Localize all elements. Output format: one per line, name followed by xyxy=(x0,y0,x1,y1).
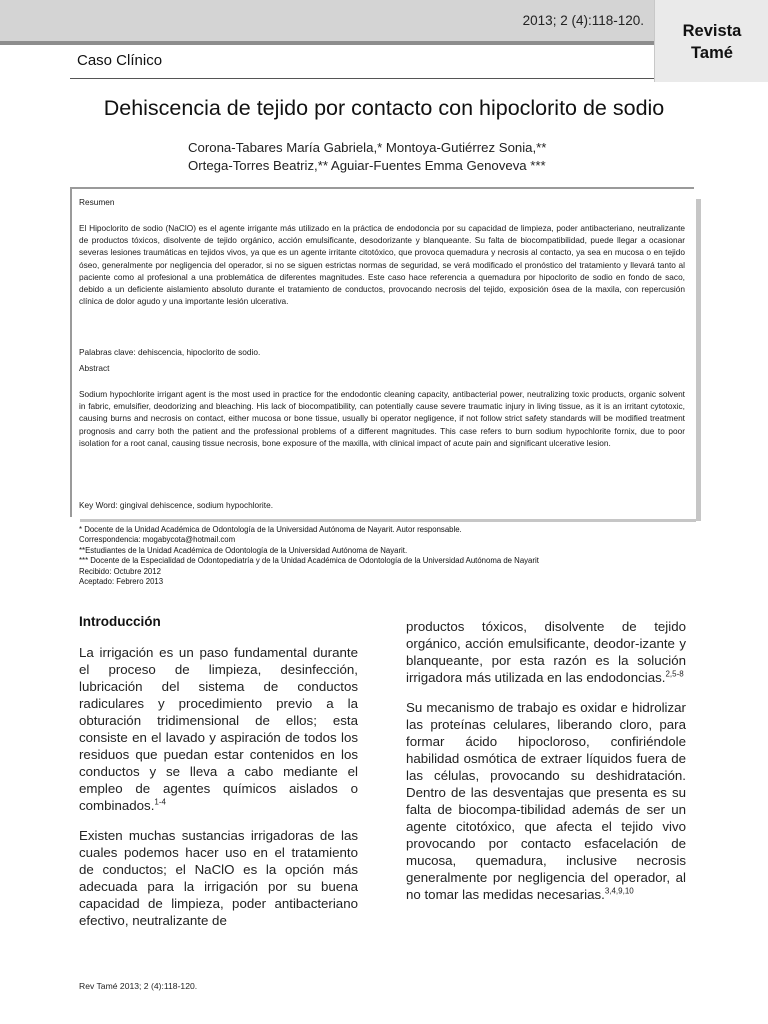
journal-name-line2: Tamé xyxy=(691,44,733,62)
authors-line2: Ortega-Torres Beatriz,** Aguiar-Fuentes Emma Genoveva *** xyxy=(188,158,546,173)
paragraph xyxy=(79,827,358,929)
footnote: * Docente de la Unidad Académica de Odontología de la Universidad Autónoma de Nayarit. Autor responsable. xyxy=(79,525,462,534)
footnotes xyxy=(79,525,539,587)
paragraph xyxy=(406,699,686,903)
paragraph-text: La irrigación es un paso fundamental durante el proceso de limpieza, desinfección, lubricación del sistema de conductos radiculares y procedimiento previo a la obturación tridimensional de ellos; esta consiste en el lavado y aspiración de todos los residuos que puedan estar contenidos en los conductos y se lleva a cabo mediante el empleo de agentes químicos aislados o combinados. xyxy=(79,645,358,813)
citation: 2013; 2 (4):118-120. xyxy=(522,13,644,28)
paragraph xyxy=(79,644,358,814)
resumen-text: El Hipoclorito de sodio (NaClO) es el agente irrigante más utilizado en la práctica de endodoncia por su capacidad de limpieza, poder antibacteriano, neutralizante de productos tóxicos, disolvente de tejido orgánico, acción emulsificante, desodorizante y blanqueante. Su falta de biocompatibilidad, puede llegar a ocasionar severas lesiones traumáticas en tejidos vivos, ya que es un agente irritante citotóxico, que provoca quemadura y necrosis al contacto, ya sea en mucosa o en tejido óseo, generalmente por negligencia del operador, si no se siguen estrictas normas de seguridad, se verá modificado el pronóstico del tratamiento y llevará tanto al paciente como al profesional a una problemática de diferentes magnitudes. Este caso hace referencia a quemadura por hipoclorito de sodio en fondo de saco, debido a un deficiente aislamiento absoluto durante el tratamiento de conductos, provocando necrosis del tejido, exposición ósea de la maxila, con repercusión clínica de dolor agudo y una importante lesión ulcerativa. xyxy=(79,223,685,307)
palabras-clave: Palabras clave: dehiscencia, hipoclorito de sodio. xyxy=(79,347,261,357)
footnote: Recibido: Octubre 2012 xyxy=(79,566,161,576)
keywords: Key Word: gingival dehiscence, sodium hypochlorite. xyxy=(79,500,274,510)
left-column xyxy=(79,644,358,942)
right-column xyxy=(406,618,686,916)
footnote: **Estudiantes de la Unidad Académica de Odontología de la Universidad Autónoma de Nayarit. xyxy=(79,545,408,555)
paragraph-text: Su mecanismo de trabajo es oxidar e hidrolizar las proteínas celulares, liberando cloro, para formar ácido hipocloroso, confiriéndole habilidad osmótica de extraer líquidos fuera de las células, provocando su deshidratación. Dentro de las desventajas que presenta es su falta de biocompa-tibilidad además de ser un agente citotóxico, que afecta el tejido vivo provocando por contacto esfacelación de mucosa, quemadura, inclusive necrosis generalmente por negligencia del operador, al no tomar las medidas necesarias. xyxy=(406,700,686,902)
intro-heading: Introducción xyxy=(79,614,161,629)
article-title: Dehiscencia de tejido por contacto con hipoclorito de sodio xyxy=(103,96,665,120)
paragraph xyxy=(406,618,686,686)
journal-logo-box xyxy=(654,0,768,82)
section-label: Caso Clínico xyxy=(77,52,163,69)
abstract-text: Sodium hypochlorite irrigant agent is the most used in practice for the endodontic cleaning capacity, antibacterial power, neutralizing toxic products, organic solvent in fabric, emulsifier, deodorizing and bleaching. His lack of biocompatibility, can potentially cause severe traumatic injury in living tissue, as it is an irritant cytotoxic, causing burns and necrosis on contact, either mucosa or bone tissue, usually bi operator negligence, if not follow strict safety standards will be modified treatment prognosis and carry both the patient and the professional problems of a different magnitudes. This case refers to burn sodium hypochlorite fornix, due to poor isolation for a root canal, causing tissue necrosis, bone exposure of the maxilla, with clinical impact of acute pain and significant ulcerative lesion. xyxy=(79,389,685,448)
header-rule xyxy=(0,41,654,45)
abstract-heading: Abstract xyxy=(79,363,110,373)
authors xyxy=(188,139,546,175)
resumen-heading: Resumen xyxy=(79,197,115,207)
footnote: Aceptado: Febrero 2013 xyxy=(79,577,164,587)
authors-line1: Corona-Tabares María Gabriela,* Montoya-Gutiérrez Sonia,** xyxy=(188,140,547,155)
citation-ref: 2,5-8 xyxy=(665,669,684,679)
citation-ref: 3,4,9,10 xyxy=(604,886,634,896)
journal-name-line1: Revista xyxy=(682,22,742,40)
paragraph-text: productos tóxicos, disolvente de tejido orgánico, acción emulsificante, deodor-izante y blanqueante, por esta razón es la solución irrigadora más utilizada en las endodoncias. xyxy=(406,619,686,685)
citation-ref: 1-4 xyxy=(154,797,166,807)
journal-name xyxy=(655,20,768,64)
page-footer: Rev Tamé 2013; 2 (4):118-120. xyxy=(79,981,198,991)
footnote: *** Docente de la Especialidad de Odontopediatría y de la Unidad Académica de Odontología de la Universidad Autónoma de Nayarit xyxy=(79,556,539,566)
footnote: Correspondencia: mogabycota@hotmail.com xyxy=(79,535,236,545)
section-rule xyxy=(70,78,654,79)
paragraph-text: Existen muchas sustancias irrigadoras de las cuales podemos hacer uso en el tratamiento de conductos; el NaClO es la opción más adecuada para la irrigación por su buena capacidad de limpieza, poder antibacteriano efectivo, neutralizante de xyxy=(79,828,358,928)
